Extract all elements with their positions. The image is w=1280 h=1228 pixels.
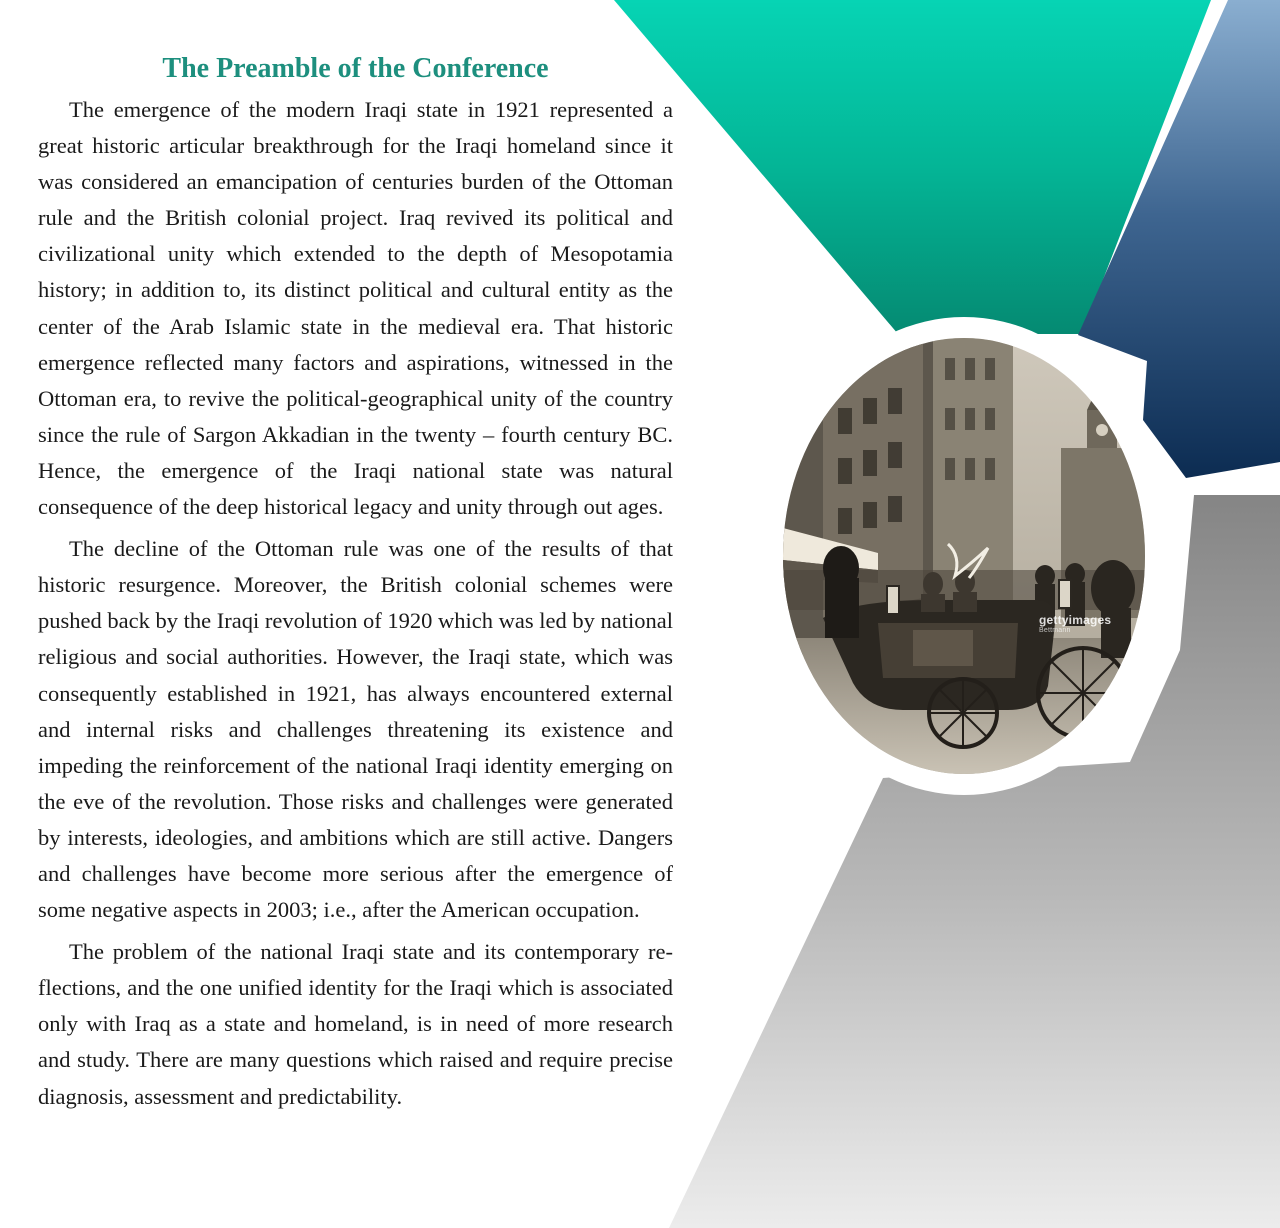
- photo-watermark: [1039, 614, 1111, 635]
- paragraph-2: The decline of the Ottoman rule was one of the results of that historic resurgence. Moreover, the British colonial schemes were pushed back by the Iraqi revolution of 1920 which was led by national religious and social authorities. However, the Iraqi state, which was consequently established in 1921, has always encountered external and internal risks and challenges threatening its existence and impeding the reinforcement of the national Iraqi identity emerging on the eve of the revolution. Those risks and challenges were generated by interests, ideologies, and ambitions which are still active. Dangers and challenges have become more serious after the emergence of some negative aspects in 2003; i.e., after the American occupation.: [38, 536, 673, 923]
- carriage-photo: [783, 338, 1145, 774]
- paragraph-3: The problem of the national Iraqi state and its contemporary reflections, and the one unified identity for the Iraqi which is associated only with Iraq as a state and homeland, is in need of more research and study. There are many questions which raised and require precise diagnosis, assessment and predictability.: [38, 939, 673, 1109]
- carriage-photo-drawing: [783, 338, 1145, 774]
- watermark-credit: Bettmann: [1039, 627, 1071, 634]
- paragraph-1: The emergence of the modern Iraqi state in 1921 represented a great historic articular breakthrough for the Iraqi homeland since it was considered an emancipation of centuries burden of the Ottoman rule and the British colonial project. Iraq revived its political and civilizational unity which extended to the depth of Mesopotamia history; in addition to, its distinct political and cultural entity as the center of the Arab Islamic state in the medieval era. That historic emergence reflected many factors and aspirations, witnessed in the Ottoman era, to revive the political-geographical unity of the country since the rule of Sargon Akkadian in the twenty – fourth century BC. Hence, the emergence of the Iraqi national state was natural consequence of the deep historical legacy and unity through out ages.: [38, 97, 673, 520]
- article: [38, 50, 673, 1121]
- watermark-brand: gettyimages: [1039, 613, 1112, 627]
- article-title: The Preamble of the Conference: [162, 53, 549, 84]
